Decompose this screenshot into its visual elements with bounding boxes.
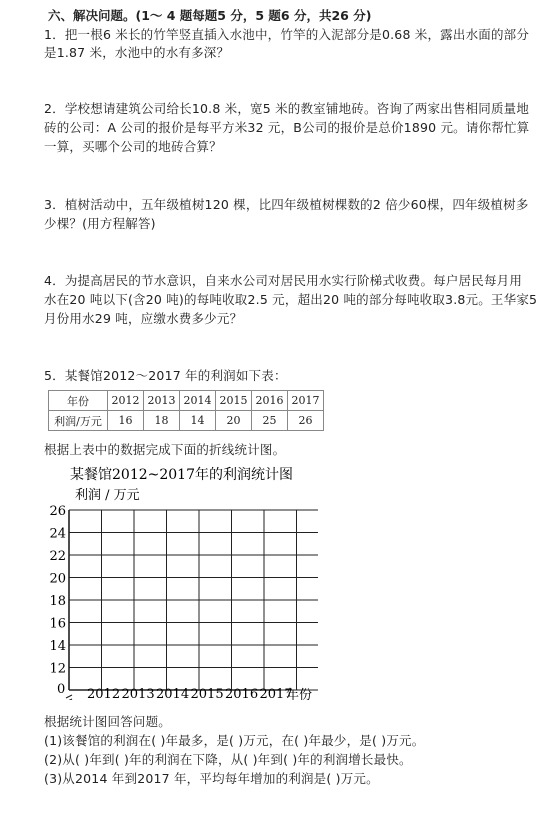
- y-tick-label: 16: [49, 616, 66, 632]
- y-tick-label: 20: [49, 571, 66, 587]
- y-tick-label: 14: [49, 639, 66, 654]
- table-cell: 2017: [288, 391, 324, 411]
- question-5-intro: 5．某餐馆2012～2017 年的利润如下表：: [44, 368, 287, 383]
- table-row-label: 利润/万元: [49, 411, 108, 431]
- question-text: 少棵？(用方程解答): [44, 216, 156, 231]
- table-cell: 2015: [216, 391, 252, 411]
- question-text: 月份用水29 吨，应缴水费多少元？: [44, 311, 243, 326]
- line-chart: [48, 460, 318, 700]
- x-tick-label: 2014: [156, 687, 190, 700]
- table-cell: 2013: [144, 391, 180, 411]
- chart-title: 某餐馆2012~2017年的利润统计图: [70, 467, 293, 483]
- section-title: 六、解决问题。(1～ 4 题每题5 分，5 题6 分，共26 分): [48, 8, 372, 23]
- y-tick-label: 12: [49, 661, 66, 677]
- table-row: [49, 391, 324, 411]
- x-tick-label: 2017: [259, 687, 293, 700]
- table-cell: 14: [180, 411, 216, 431]
- answer-question-3: (3)从2014 年到2017 年，平均每年增加的利润是( )万元。: [44, 771, 379, 786]
- x-tick-label: 2016: [225, 687, 259, 700]
- x-tick-label: 2015: [190, 687, 224, 700]
- chart-svg: [48, 460, 318, 700]
- x-tick-label: 2012: [87, 687, 121, 700]
- question-text: 水在20 吨以下(含20 吨)的每吨收取2.5 元，超出20 吨的部分每吨收取3.8元。王华家5: [44, 292, 537, 307]
- table-cell: 2012: [108, 391, 144, 411]
- table-cell: 26: [288, 411, 324, 431]
- x-tick-label: 2013: [121, 687, 155, 700]
- axis-break-mark: [66, 695, 72, 698]
- y-tick-label: 22: [49, 549, 66, 564]
- answer-question-2: (2)从( )年到( )年的利润在下降，从( )年到( )年的利润增长最快。: [44, 752, 412, 767]
- axis-break-mark: [66, 699, 72, 700]
- table-row: [49, 411, 324, 431]
- x-axis-label: 年份: [286, 688, 313, 700]
- question-text: 1．把一根6 米长的竹竿竖直插入水池中，竹竿的入泥部分是0.68 米，露出水面的部分: [44, 27, 530, 42]
- question-text: 2．学校想请建筑公司给长10.8 米，宽5 米的教室铺地砖。咨询了两家出售相同质量地: [44, 101, 530, 116]
- answer-question-1: (1)该餐馆的利润在( )年最多，是( )万元，在( )年最少，是( )万元。: [44, 733, 425, 748]
- origin-label: 0: [57, 682, 66, 697]
- table-cell: 18: [144, 411, 180, 431]
- question-text: 3．植树活动中，五年级植树120 棵，比四年级植树棵数的2 倍少60棵，四年级植树多: [44, 197, 529, 212]
- table-cell: 25: [252, 411, 288, 431]
- table-header-label: 年份: [49, 391, 108, 411]
- table-cell: 2014: [180, 391, 216, 411]
- question-text: 是1.87 米，水池中的水有多深？: [44, 45, 230, 60]
- question-text: 砖的公司：A 公司的报价是每平方米32 元，B公司的报价是总价1890 元。请你帮忙算: [44, 120, 530, 135]
- table-cell: 16: [108, 411, 144, 431]
- y-tick-label: 26: [49, 504, 66, 519]
- answer-intro: 根据统计图回答问题。: [44, 714, 172, 729]
- table-cell: 20: [216, 411, 252, 431]
- question-text: 4．为提高居民的节水意识，自来水公司对居民用水实行阶梯式收费。每户居民每月用: [44, 273, 523, 288]
- chart-instruction: 根据上表中的数据完成下面的折线统计图。: [44, 442, 286, 457]
- y-axis-label: 利润 / 万元: [75, 488, 140, 503]
- table-cell: 2016: [252, 391, 288, 411]
- y-tick-label: 24: [49, 526, 66, 542]
- profit-table: [48, 390, 324, 431]
- y-tick-label: 18: [49, 594, 66, 609]
- question-text: 一算，买哪个公司的地砖合算？: [44, 139, 222, 154]
